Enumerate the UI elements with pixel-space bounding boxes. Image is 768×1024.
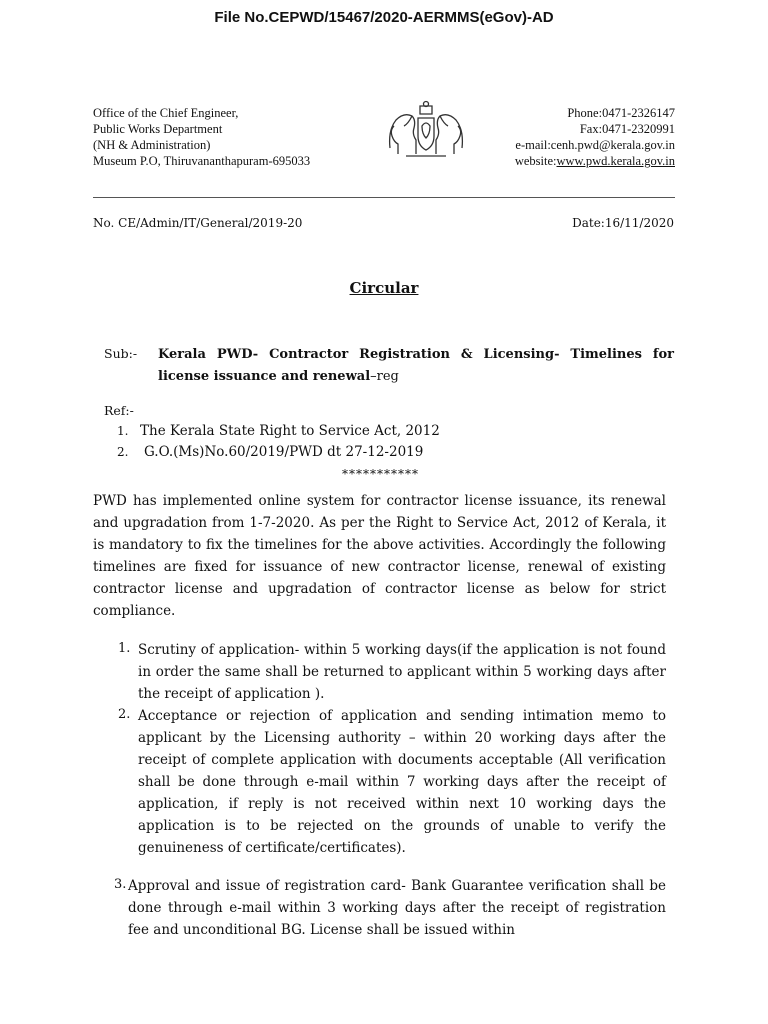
circular-date: Date:16/11/2020 — [572, 216, 674, 230]
point-3-number: 3. — [114, 877, 127, 892]
point-3-text: Approval and issue of registration card- Bank Guarantee verification shall be done through e-mail within 3 working days after the receipt of registration fee and unconditional BG. License shall be issued within — [128, 878, 666, 938]
subject-suffix: –reg — [370, 369, 399, 384]
point-2-text: Acceptance or rejection of application and sending intimation memo to applicant by the Licensing authority – within 20 working days after the receipt of complete application with documents acceptable (All verification shall be done through e-mail within 7 working days after the receipt of application, if reply is not received within next 10 working days the application is to be rejected on the grounds of unable to verify the genuineness of certificate/certificates). — [138, 708, 666, 856]
reference-number: No. CE/Admin/IT/General/2019-20 — [93, 216, 303, 230]
subject-label: Sub:- — [104, 346, 138, 361]
phone-number: Phone:0471-2326147 — [567, 106, 675, 120]
point-1-text: Scrutiny of application- within 5 working days(if the application is not found in order the same shall be returned to applicant within 5 working days after the receipt of application ). — [138, 642, 666, 702]
fax-number: Fax:0471-2320991 — [579, 122, 675, 136]
reference-item-1: The Kerala State Right to Service Act, 2012 — [140, 423, 440, 439]
kerala-state-emblem-icon — [386, 100, 466, 162]
header-divider — [93, 197, 675, 198]
section-separator: *********** — [342, 467, 419, 481]
reference-item-2-number: 2. — [117, 445, 129, 459]
office-line-4: Museum P.O, Thiruvananthapuram-695033 — [93, 154, 311, 168]
contact-details — [515, 105, 675, 169]
reference-label: Ref:- — [104, 403, 134, 418]
website-label: website: — [514, 154, 557, 168]
reference-item-2: G.O.(Ms)No.60/2019/PWD dt 27-12-2019 — [144, 444, 424, 460]
point-2-number: 2. — [118, 707, 131, 722]
page-title: Circular — [349, 279, 419, 297]
office-line-1: Office of the Chief Engineer, — [93, 106, 239, 120]
office-address — [93, 105, 310, 169]
email-address: e-mail:cenh.pwd@kerala.gov.in — [515, 138, 675, 152]
office-line-2: Public Works Department — [93, 122, 223, 136]
point-1-number: 1. — [118, 641, 131, 656]
intro-paragraph: PWD has implemented online system for contractor license issuance, its renewal and upgradation from 1-7-2020. As per the Right to Service Act, 2012 of Kerala, it is mandatory to fix the timelines for the above activities. Accordingly the following timelines are fixed for issuance of new contractor license, renewal of existing contractor license and upgradation of contractor license as below for strict compliance. — [93, 493, 666, 619]
subject-main: Kerala PWD- Contractor Registration & Licensing- Timelines for license issuance and renewal — [158, 347, 674, 384]
website-row — [515, 153, 675, 169]
office-line-3: (NH & Administration) — [93, 138, 211, 152]
website-link[interactable]: www.pwd.kerala.gov.in — [556, 154, 675, 168]
file-number: File No.CEPWD/15467/2020-AERMMS(eGov)-AD — [214, 9, 554, 26]
reference-item-1-number: 1. — [117, 424, 129, 438]
subject-text — [158, 344, 674, 388]
